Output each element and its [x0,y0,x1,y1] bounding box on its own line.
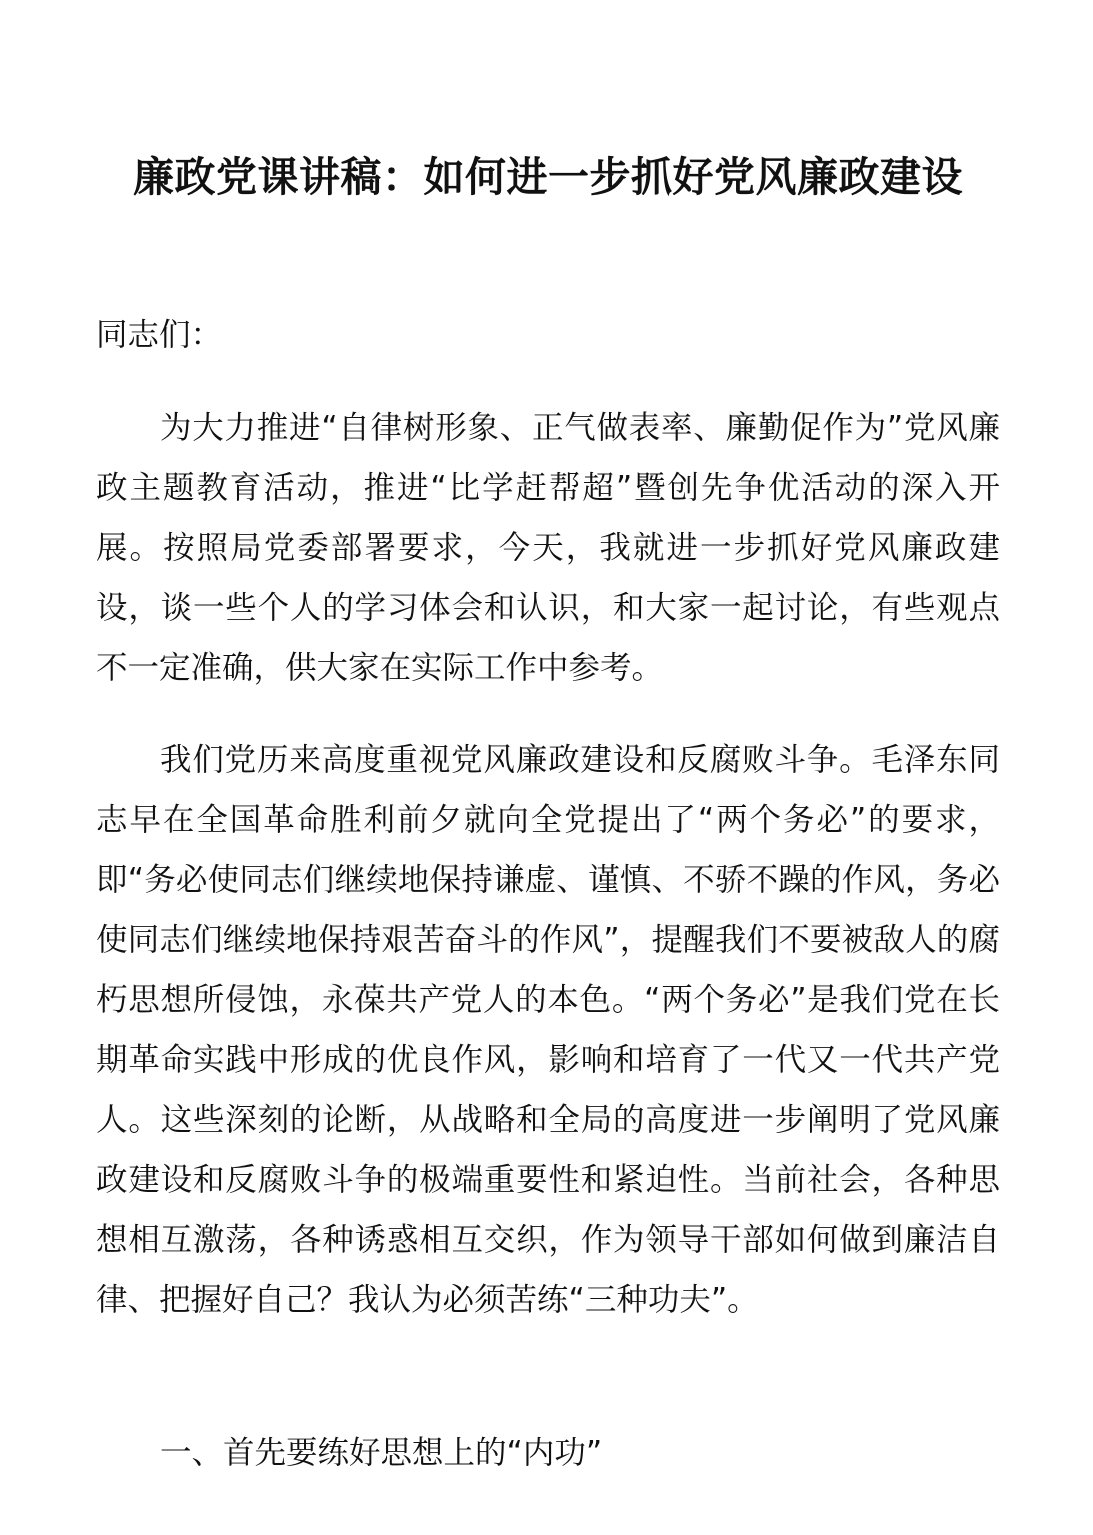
document-title: 廉政党课讲稿：如何进一步抓好党风廉政建设 [133,153,963,201]
paragraph-history: 我们党历来高度重视党风廉政建设和反腐败斗争。毛泽东同志早在全国革命胜利前夕就向全党提出了“两个务必”的要求，即“务必使同志们继续地保持谦虚、谨慎、不骄不躁的作风，务必使同志们继续地保持艰苦奋斗的作风”，提醒我们不要被敌人的腐朽思想所侵蚀，永葆共产党人的本色。“两个务必”是我们党在长期革命实践中形成的优良作风，影响和培育了一代又一代共产党人。这些深刻的论断，从战略和全局的高度进一步阐明了党风廉政建设和反腐败斗争的极端重要性和紧迫性。当前社会，各种思想相互激荡，各种诱惑相互交织，作为领导干部如何做到廉洁自律、把握好自己？我认为必须苦练“三种功夫”。 [96,742,1000,1318]
paragraph-intro: 为大力推进“自律树形象、正气做表率、廉勤促作为”党风廉政主题教育活动，推进“比学赶帮超”暨创先争优活动的深入开展。按照局党委部署要求，今天，我就进一步抓好党风廉政建设，谈一些个人的学习体会和认识，和大家一起讨论，有些观点不一定准确，供大家在实际工作中参考。 [96,410,1000,686]
section-heading: 一、首先要练好思想上的“内功” [160,1435,603,1471]
salutation: 同志们： [96,317,223,353]
